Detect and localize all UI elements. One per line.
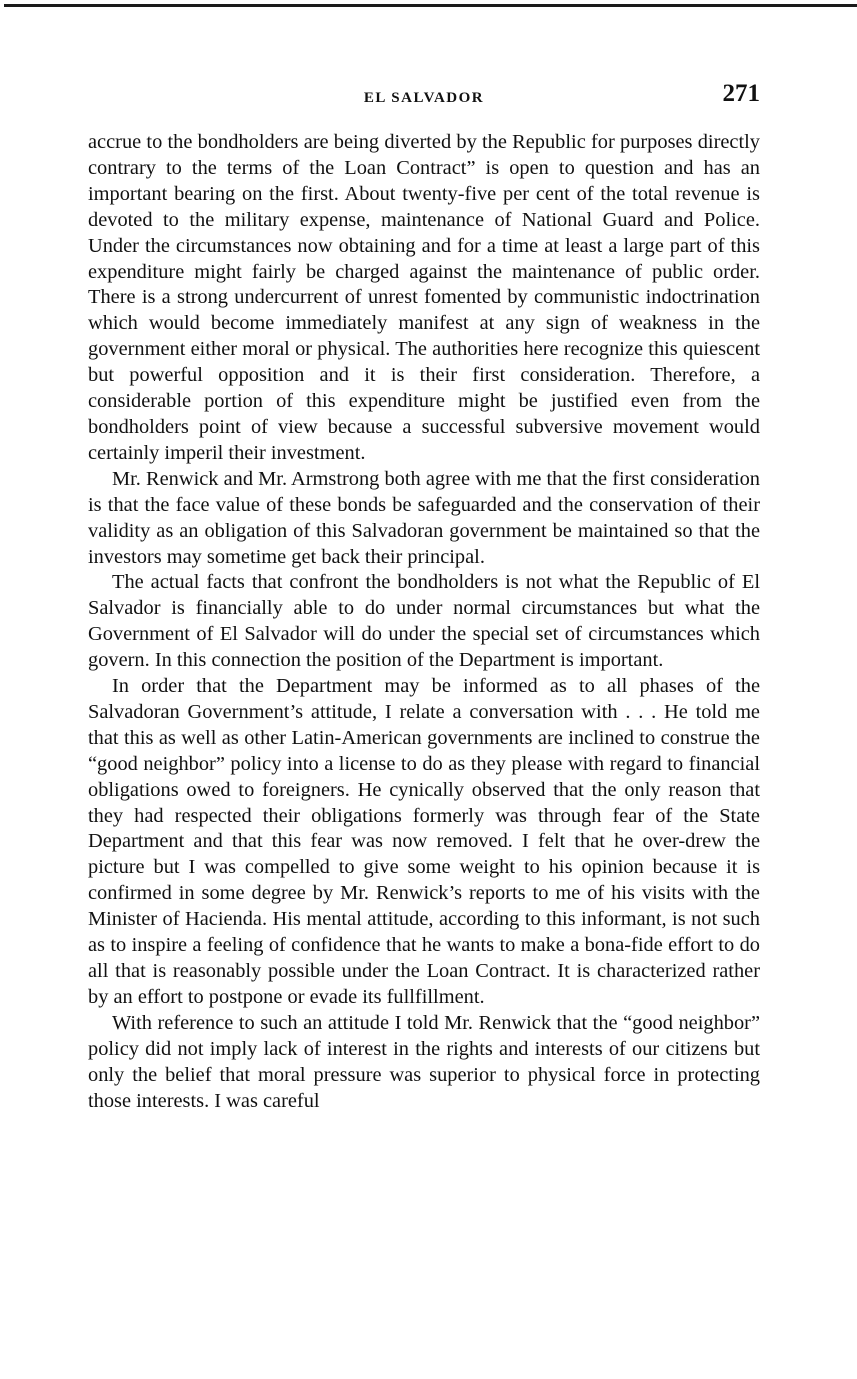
top-rule — [4, 4, 857, 7]
body-text — [88, 130, 760, 1114]
running-head — [88, 80, 760, 114]
paragraph-1: accrue to the bondholders are being diverted by the Republic for purposes directly contrary to the terms of the Loan Contract” is open to question and has an important bearing on the first. About twenty-five per cent of the total revenue is devoted to the military expense, maintenance of National Guard and Police. Under the circumstances now obtaining and for a time at least a large part of this expenditure might fairly be charged against the maintenance of public order. There is a strong undercurrent of unrest fomented by communistic indoctrination which would become immediately manifest at any sign of weakness in the government either moral or physical. The authorities here recognize this quiescent but powerful opposition and it is their first consideration. Therefore, a considerable portion of this expenditure might be justified even from the bondholders point of view because a successful subversive movement would certainly imperil their investment. — [88, 131, 760, 464]
paragraph-4: In order that the Department may be informed as to all phases of the Salvadoran Government’s attitude, I relate a conversation with . . . He told me that this as well as other Latin-American governments are inclined to construe the “good neighbor” policy into a license to do as they please with regard to financial obligations owed to foreigners. He cynically observed that the only reason that they had respected their obligations formerly was through fear of the State Department and that this fear was now removed. I felt that he over-drew the picture but I was compelled to give some weight to his opinion because it is confirmed in some degree by Mr. Renwick’s reports to me of his visits with the Minister of Hacienda. His mental attitude, according to this informant, is not such as to inspire a feeling of confidence that he wants to make a bona-fide effort to do all that is reasonably possible under the Loan Contract. It is characterized rather by an effort to postpone or evade its fullfillment. — [88, 675, 760, 1008]
paragraph-5: With reference to such an attitude I told Mr. Renwick that the “good neighbor” policy did not imply lack of interest in the rights and interests of our citizens but only the belief that moral pressure was superior to physical force in protecting those interests. I was careful — [88, 1011, 760, 1112]
page-number: 271 — [722, 80, 760, 107]
running-title: EL SALVADOR — [363, 90, 485, 106]
paragraph-2: Mr. Renwick and Mr. Armstrong both agree with me that the first consideration is that the face value of these bonds be safeguarded and the conservation of their validity as an obligation of this Salvadoran government be maintained so that the investors may sometime get back their principal. — [88, 467, 760, 568]
paragraph-3: The actual facts that confront the bondholders is not what the Republic of El Salvador is financially able to do under normal circumstances but what the Government of El Salvador will do under the special set of circumstances which govern. In this connection the position of the Department is important. — [88, 571, 760, 672]
